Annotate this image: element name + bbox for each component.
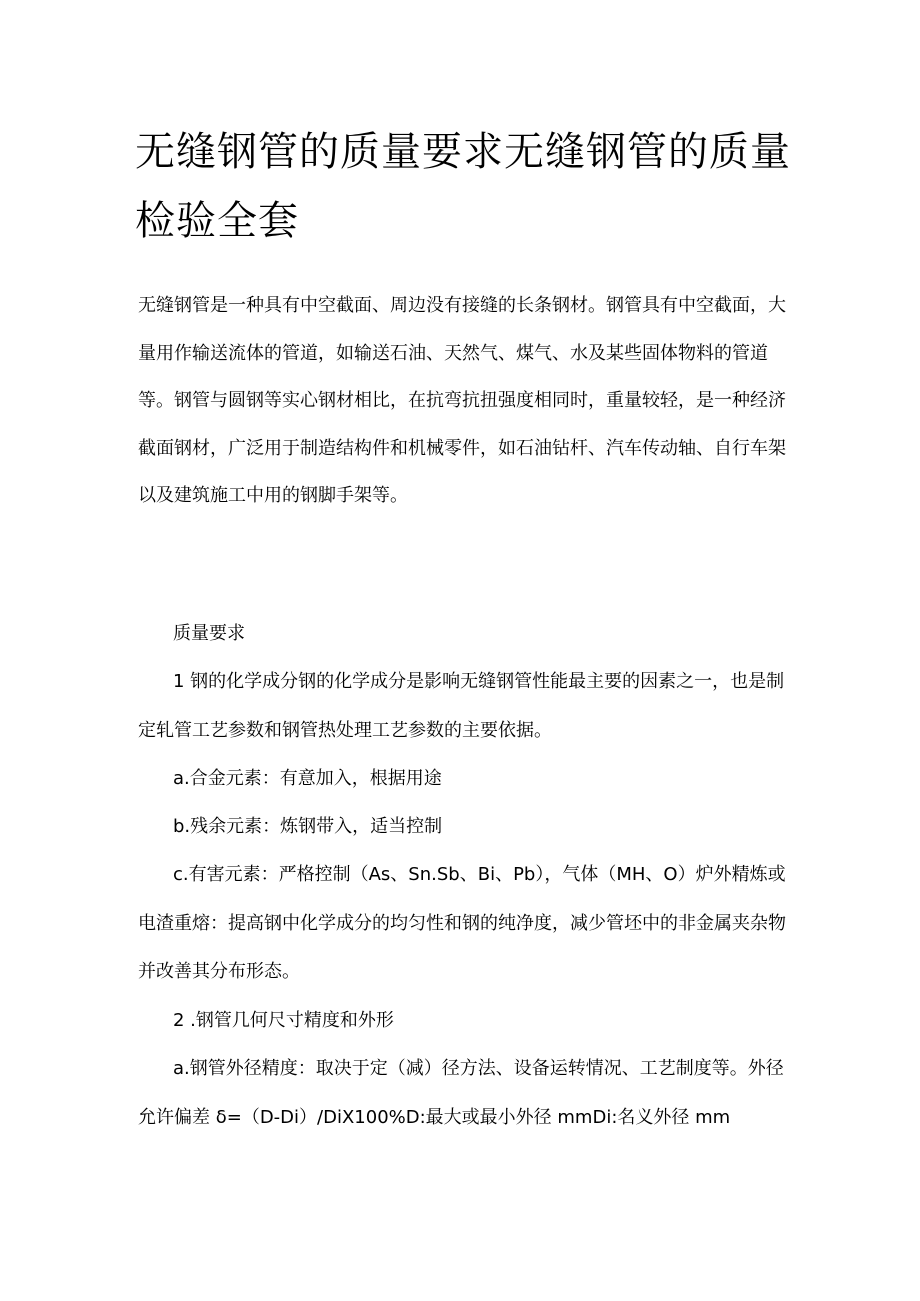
- item-2-heading: 2 .钢管几何尺寸精度和外形: [173, 1010, 394, 1031]
- intro-paragraph: 无缝钢管是一种具有中空截面、周边没有接缝的长条钢材。钢管具有中空截面，大量用作输送流体的管道，如输送石油、天然气、煤气、水及某些固体物料的管道等。钢管与圆钢等实心钢材相比，在抗弯抗扭强度相同时，重量较轻，是一种经济截面钢材，广泛用于制造结构件和机械零件，如石油钻杆、汽车传动轴、自行车架以及建筑施工中用的钢脚手架等。: [138, 295, 786, 506]
- item-1b-paragraph: b.残余元素：炼钢带入，适当控制: [173, 816, 443, 837]
- item-1a-paragraph: a.合金元素：有意加入，根据用途: [173, 768, 442, 789]
- section-heading: 质量要求: [173, 623, 245, 644]
- item-1-paragraph: 1 钢的化学成分钢的化学成分是影响无缝钢管性能最主要的因素之一，也是制定轧管工艺参数和钢管热处理工艺参数的主要依据。: [138, 671, 785, 741]
- item-2a-paragraph: a.钢管外径精度：取决于定（减）径方法、设备运转情况、工艺制度等。外径允许偏差 δ=（D-Di）/DiX100%D:最大或最小外径 mmDi:名义外径 mm: [138, 1058, 784, 1128]
- item-1c-paragraph: c.有害元素：严格控制（As、Sn.Sb、Bi、Pb），气体（MH、O）炉外精炼或电渣重熔：提高钢中化学成分的均匀性和钢的纯净度，减少管坯中的非金属夹杂物并改善其分布形态。: [138, 864, 786, 982]
- document-title: 无缝钢管的质量要求无缝钢管的质量检验全套: [135, 129, 791, 244]
